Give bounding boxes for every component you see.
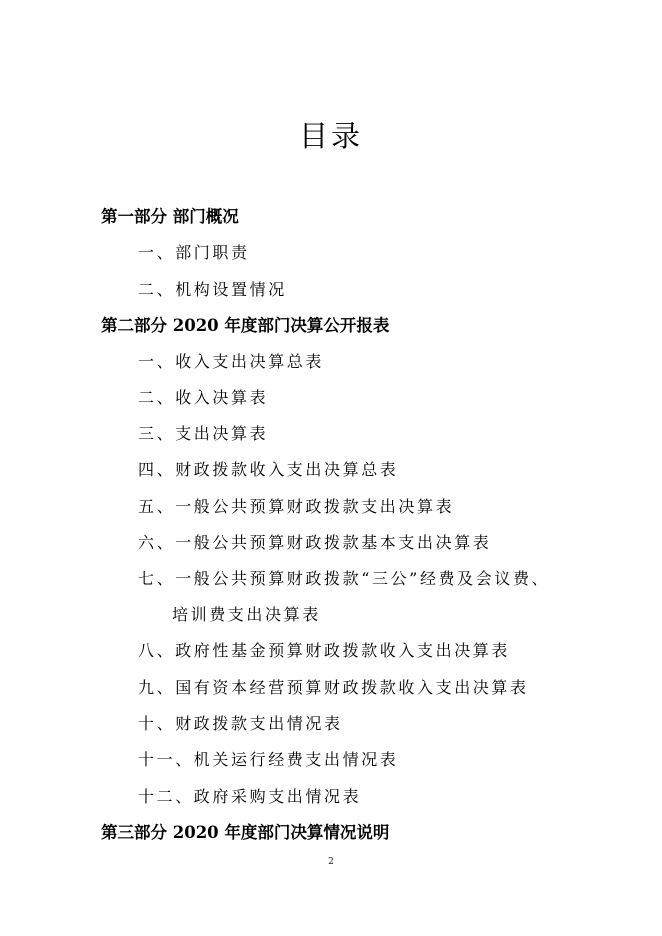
part-3-heading: 第三部分 2020 年度部门决算情况说明 (101, 823, 390, 842)
toc-item: 十、财政拨款支出情况表 (138, 714, 343, 733)
toc-item: 二、机构设置情况 (138, 280, 287, 299)
toc-item: 九、国有资本经营预算财政拨款收入支出决算表 (138, 678, 529, 697)
toc-item: 三、支出决算表 (138, 424, 269, 443)
toc-item: 四、财政拨款收入支出决算总表 (138, 460, 399, 479)
toc-item: 六、一般公共预算财政拨款基本支出决算表 (138, 533, 492, 552)
part-1-heading: 第一部分 部门概况 (101, 207, 239, 226)
page-number: 2 (328, 857, 334, 867)
toc-item: 一、部门职责 (138, 243, 250, 262)
toc-item: 十一、机关运行经费支出情况表 (138, 750, 399, 769)
toc-item: 五、一般公共预算财政拨款支出决算表 (138, 497, 455, 516)
toc-item: 一、收入支出决算总表 (138, 352, 325, 371)
part-2-heading: 第二部分 2020 年度部门决算公开报表 (101, 316, 390, 335)
toc-item: 七、一般公共预算财政拨款“三公”经费及会议费、 (138, 569, 551, 588)
toc-item: 八、政府性基金预算财政拨款收入支出决算表 (138, 641, 511, 660)
toc-item-continuation: 培训费支出决算表 (172, 605, 321, 624)
toc-item: 二、收入决算表 (138, 388, 269, 407)
page-title: 目录 (298, 119, 363, 153)
toc-item: 十二、政府采购支出情况表 (138, 787, 362, 806)
